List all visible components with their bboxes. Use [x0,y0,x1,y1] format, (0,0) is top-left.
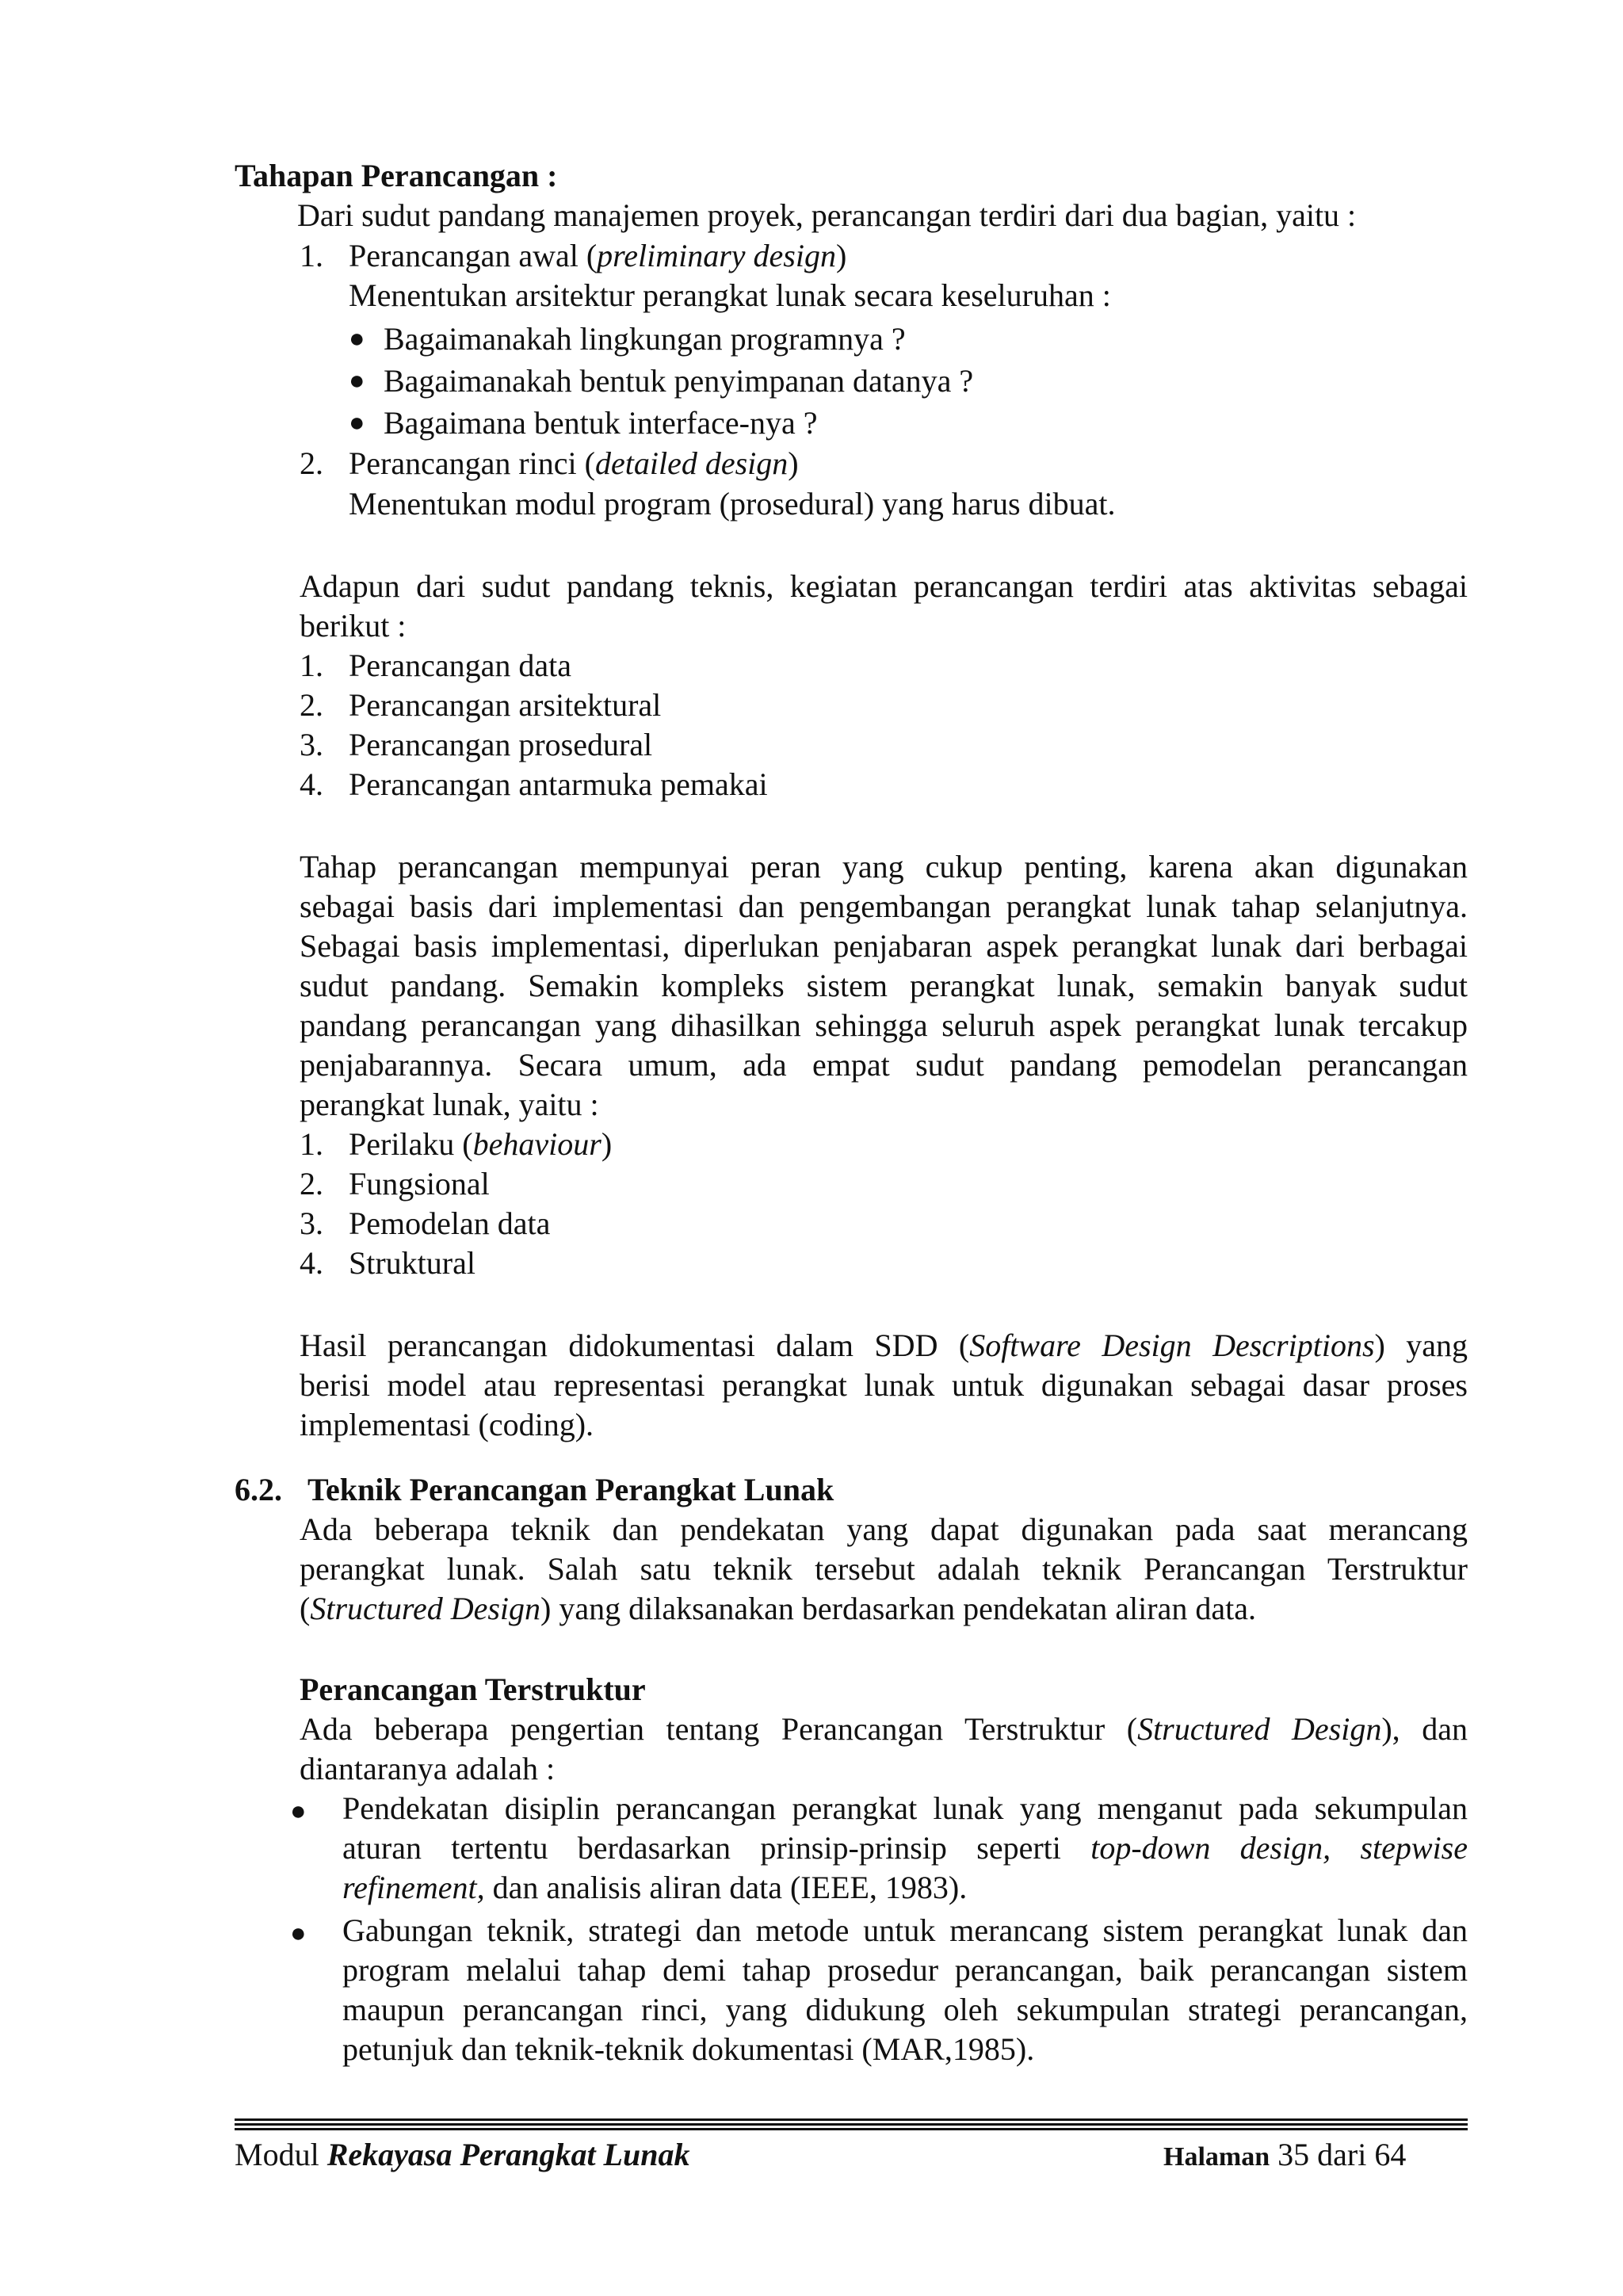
bullet-line: petunjuk dan teknik-teknik dokumentasi (MAR,1985). [342,2031,1035,2067]
bullet-icon: ● [290,1797,307,1826]
bullet-line: maupun perancangan rinci, yang didukung oleh sekumpulan strategi perancangan, [342,1992,1468,2027]
technical-intro: Adapun dari sudut pandang teknis, kegiatan perancangan terdiri atas aktivitas sebagai [300,568,1468,604]
paragraph-line: Sebagai basis implementasi, diperlukan penjabaran aspek perangkat lunak dari berbagai [300,928,1468,964]
section-heading-tahapan: Tahapan Perancangan : [235,158,558,193]
paragraph-line: implementasi (coding). [300,1407,594,1442]
paragraph-line: perangkat lunak. Salah satu teknik tersebut adalah teknik Perancangan Terstruktur [300,1551,1468,1587]
page-number: 35 dari 64 [1277,2137,1407,2172]
list-item-title: Perancangan awal (preliminary design) [349,238,847,273]
footer-rule [235,2128,1468,2130]
bullet-icon: ● [349,408,365,437]
paragraph-line: sudut pandang. Semakin kompleks sistem perangkat lunak, semakin banyak sudut [300,968,1468,1003]
paragraph-line: perangkat lunak, yaitu : [300,1087,599,1122]
list-item-description: Menentukan modul program (prosedural) yang harus dibuat. [349,486,1116,521]
bullet-icon: ● [349,366,365,395]
paragraph-line: penjabarannya. Secara umum, ada empat sudut pandang pemodelan perancangan [300,1047,1468,1083]
bullet-line: refinement, dan analisis aliran data (IEEE, 1983). [342,1870,968,1905]
bullet-line: Pendekatan disiplin perancangan perangkat lunak yang menganut pada sekumpulan [342,1790,1468,1826]
list-item-description: Menentukan arsitektur perangkat lunak secara keseluruhan : [349,277,1111,313]
paragraph-line: sebagai basis dari implementasi dan pengembangan perangkat lunak tahap selanjutnya. [300,888,1468,924]
paragraph-line: berisi model atau representasi perangkat lunak untuk digunakan sebagai dasar proses [300,1367,1468,1403]
bullet-line: aturan tertentu berdasarkan prinsip-prinsip seperti top-down design, stepwise [342,1830,1468,1866]
footer-rule [235,2118,1468,2121]
document-page: Tahapan Perancangan : Dari sudut pandang manajemen proyek, perancangan terdiri dari dua bagian, yaitu : 1. Perancangan awal (preliminary design) Menentukan arsitektur perangkat lunak secara keseluruhan : ● Bagaimanakah lingkungan programnya ? ● Bagaimanakah bentuk penyimpanan datanya ? ● Bagaimana bentuk interface-nya ? 2. Perancangan rinci (detailed design) Menentukan modul program (prosedural) yang harus dibuat. Adapun dari sudut pandang teknis, kegiatan perancangan terdiri atas aktivitas sebagai berikut : 1. Perancangan data 2. Perancangan arsitektural 3. Perancangan prosedural 4. Perancangan antarmuka pemakai Tahap perancangan mempunyai peran yang cukup penting, karena akan digunakan sebagai basis dari implementasi dan pengembangan perangkat lunak tahap selanjutnya. Sebagai basis implementasi, diperlukan penjabaran aspek perangkat lunak dari berbagai sudut pandang. Semakin kompleks sistem perangkat lunak, semakin banyak sudut pandang perancangan yang dihasilkan sehingga seluruh aspek perangkat lunak tercakup penjabarannya. Secara umum, ada empat sudut pandang pemodelan perancangan perangkat lunak, yaitu : 1. Perilaku (behaviour) 2. Fungsional 3. Pemodelan data 4. Struktural Hasil perancangan didokumentasi dalam SDD (Software Design Descriptions) yang berisi model atau representasi perangkat lunak untuk digunakan sebagai dasar proses implementasi (coding). 6.2. Teknik Perancangan Perangkat Lunak Ada beberapa teknik dan pendekatan yang dapat digunakan pada saat merancang perangkat lunak. Salah satu teknik tersebut adalah teknik Perancangan Terstruktur (Structured Design) yang dilaksanakan berdasarkan pendekatan aliran data. Perancangan Terstruktur Ada beberapa pengertian tentang Perancangan Terstruktur (Structured Design), dan diantaranya adalah : ● Pendekatan disiplin perancangan perangkat lunak yang menganut pada sekumpulan aturan tertentu berdasarkan prinsip-prinsip seperti top-down design, stepwise refinement, dan analisis aliran data (IEEE, 1983). ● Gabungan teknik, strategi dan metode untuk merancang sistem perangkat lunak dan program melalui tahap demi tahap prosedur perancangan, baik perancangan sistem maupun perancangan rinci, yang didukung oleh sekumpulan strategi perancangan, petunjuk dan teknik-teknik dokumentasi (MAR,1985). Modul Rekayasa Perangkat Lunak Halaman 35 dari 64 [0,0,1623,2296]
bullet-line: program melalui tahap demi tahap prosedur perancangan, baik perancangan sistem [342,1952,1468,1988]
bullet-icon: ● [349,324,365,353]
bullet-line: Gabungan teknik, strategi dan metode untuk merancang sistem perangkat lunak dan [342,1912,1468,1948]
paragraph-line: Tahap perancangan mempunyai peran yang cukup penting, karena akan digunakan [300,849,1468,884]
list-item-title: Perancangan rinci (detailed design) [349,445,799,481]
footer-title: Rekayasa Perangkat Lunak [327,2137,690,2172]
subheading-structured: Perancangan Terstruktur [300,1671,646,1707]
list-number: 1. [300,238,323,273]
list-number: 2. [300,445,323,481]
section-heading-6-2: 6.2. Teknik Perancangan Perangkat Lunak [235,1472,834,1507]
paragraph-line: (Structured Design) yang dilaksanakan berdasarkan pendekatan aliran data. [300,1591,1256,1626]
intro-paragraph: Dari sudut pandang manajemen proyek, perancangan terdiri dari dua bagian, yaitu : [297,197,1357,233]
footer-page: Halaman 35 dari 64 [1163,2137,1407,2172]
paragraph-line: Hasil perancangan didokumentasi dalam SDD (Software Design Descriptions) yang [300,1328,1468,1363]
paragraph-line: Ada beberapa teknik dan pendekatan yang dapat digunakan pada saat merancang [300,1511,1468,1547]
footer-rule [235,2123,1468,2126]
paragraph-line: pandang perancangan yang dihasilkan sehingga seluruh aspek perangkat lunak tercakup [300,1007,1468,1043]
technical-intro-end: berikut : [300,608,407,644]
paragraph-line: Ada beberapa pengertian tentang Perancangan Terstruktur (Structured Design), dan [300,1711,1468,1747]
bullet-icon: ● [290,1919,307,1948]
paragraph-line: diantaranya adalah : [300,1751,556,1786]
footer-module: Modul Rekayasa Perangkat Lunak [235,2137,690,2172]
